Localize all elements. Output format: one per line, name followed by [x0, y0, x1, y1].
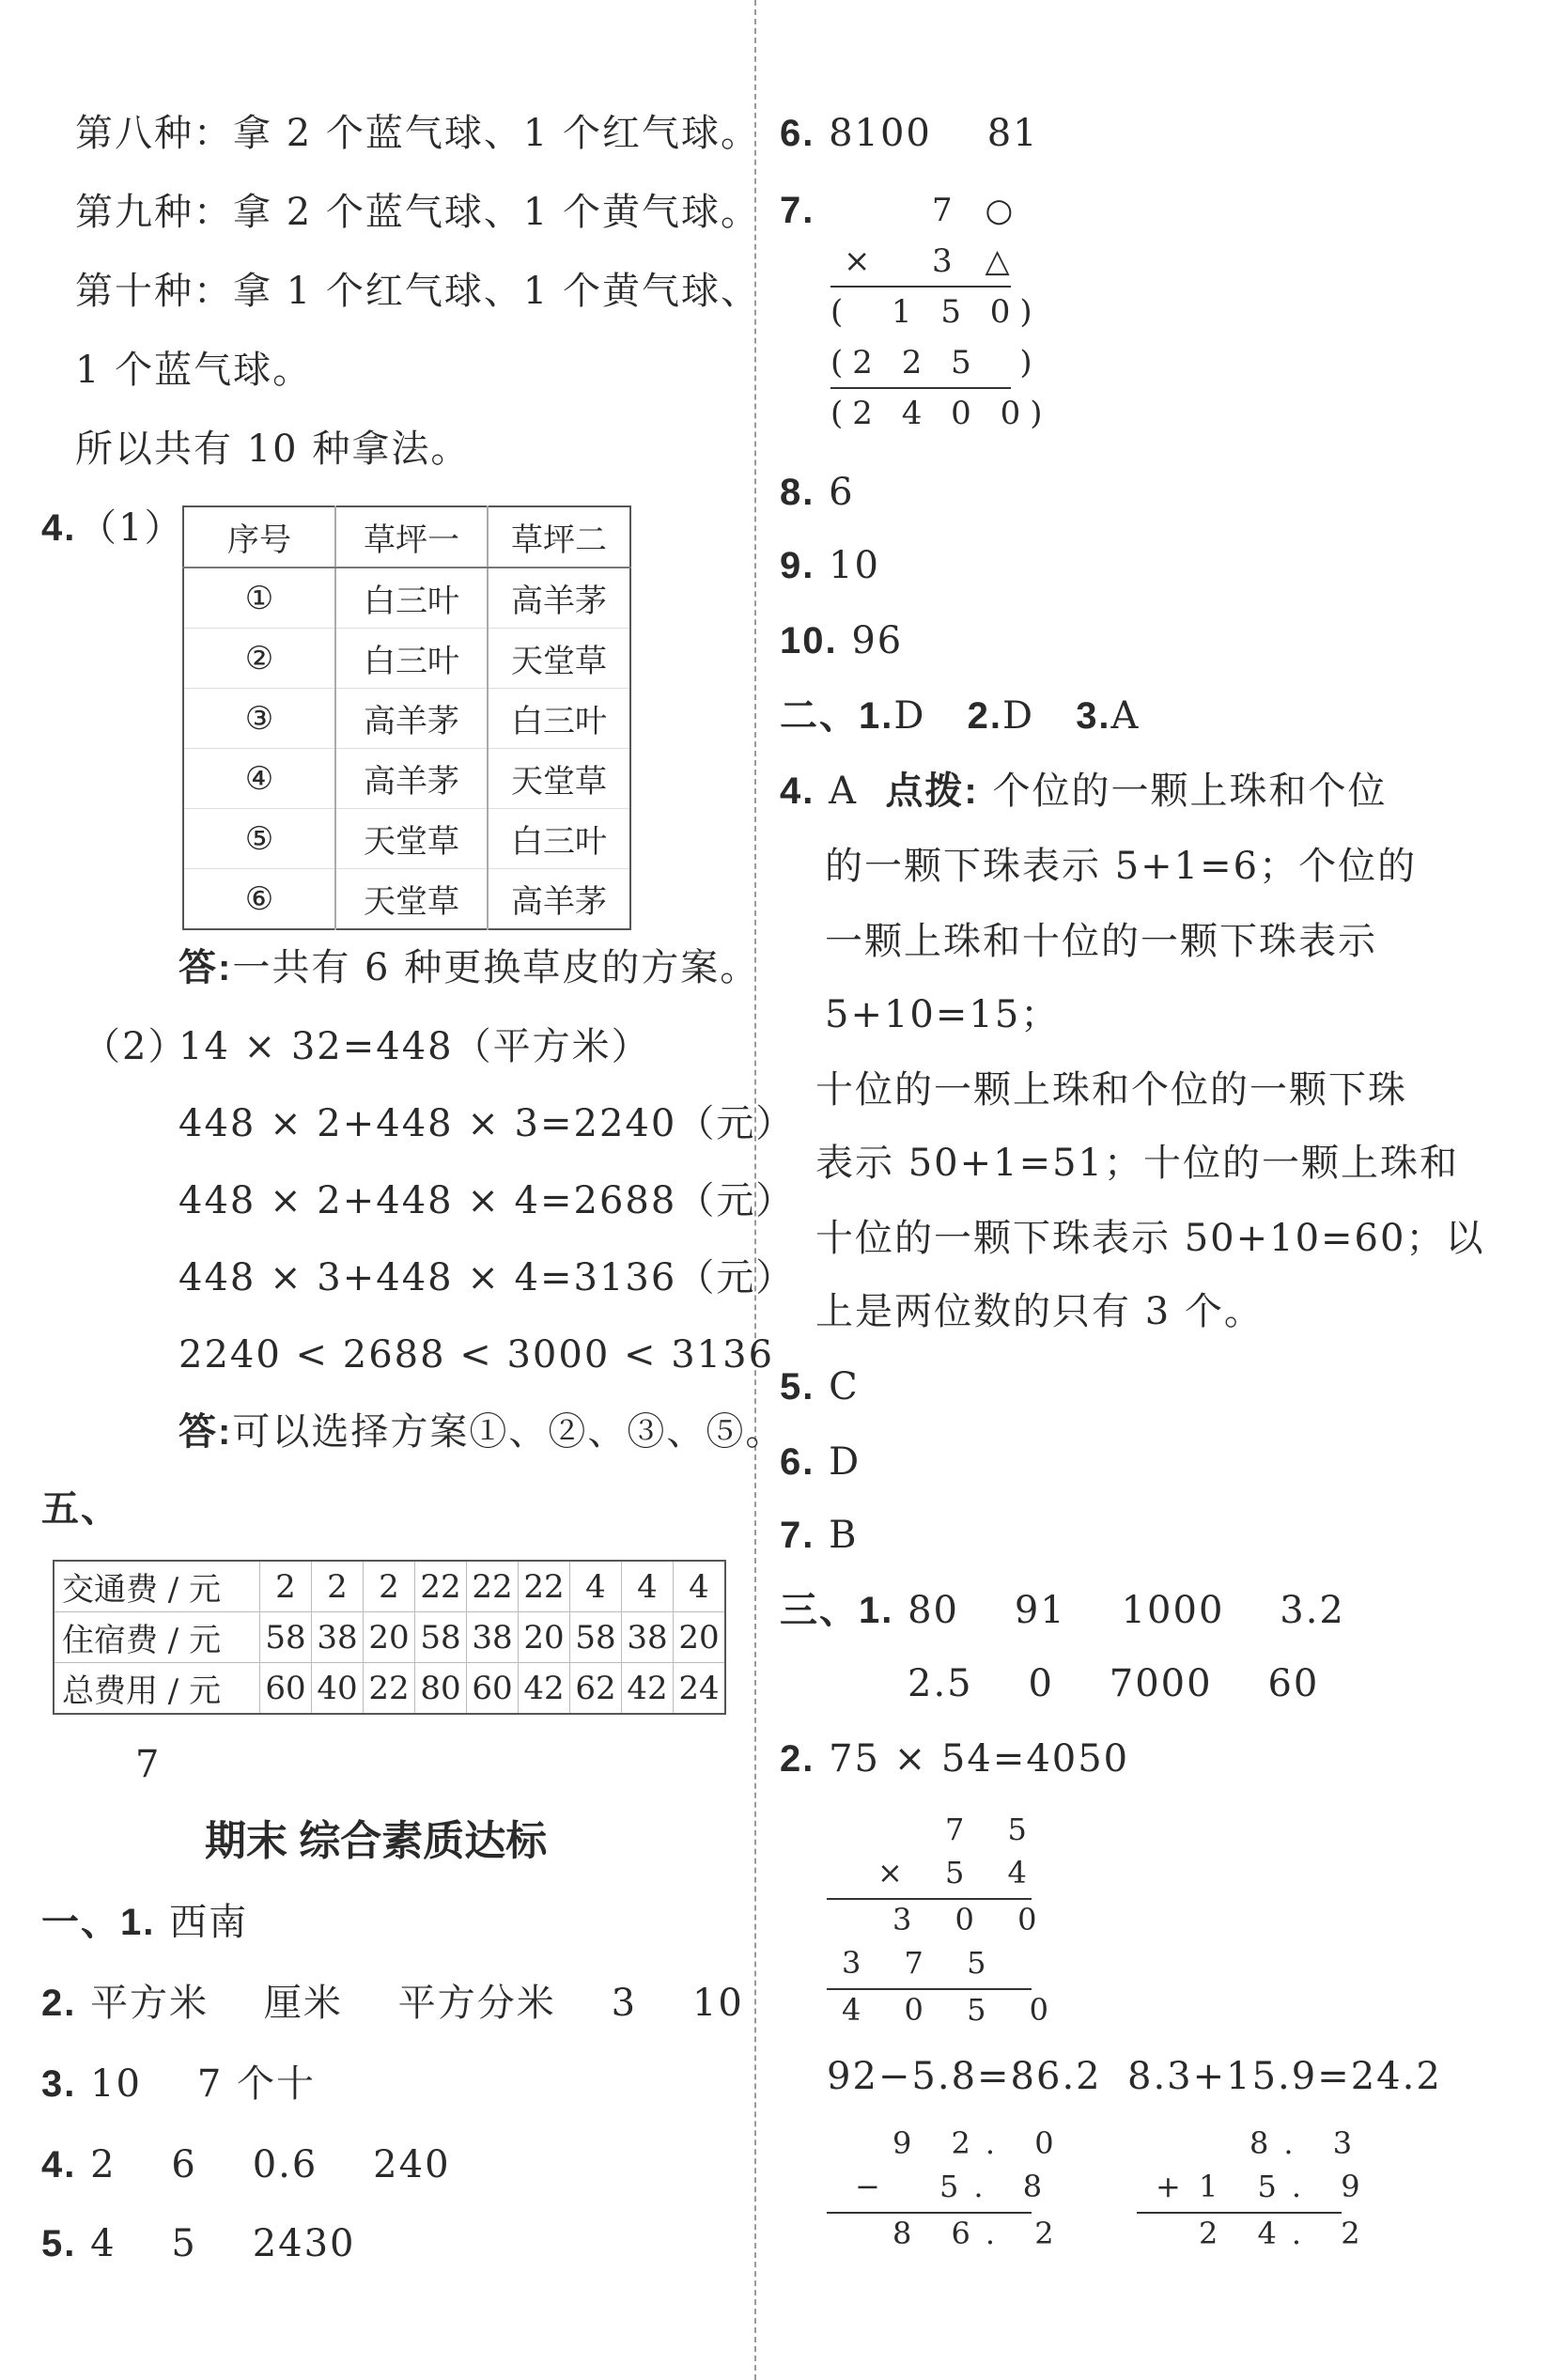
- plus-operator: +: [1156, 2169, 1181, 2204]
- table-row: [54, 1663, 725, 1715]
- table-cell: 20: [364, 1612, 415, 1663]
- tip-line: 5+10=15；: [825, 993, 1061, 1036]
- answer-q4-head: [780, 769, 1387, 814]
- tip-label: 点拨:: [885, 770, 979, 812]
- item-number: 2.: [967, 695, 1002, 737]
- item-text: 2 6 0.6 240: [90, 2143, 451, 2186]
- difference-row: 8 6. 2: [892, 2216, 1069, 2251]
- table-cell: ⑥: [183, 869, 335, 930]
- table-cell: 白三叶: [335, 568, 488, 629]
- item-text: C: [829, 1365, 860, 1408]
- item-text: 西南: [169, 1901, 249, 1944]
- table-cell: 22: [364, 1663, 415, 1715]
- calc-line: 448 × 3+448 × 4=3136（元）: [178, 1256, 796, 1299]
- minus-operator: −: [855, 2169, 880, 2204]
- table-cell: 天堂草: [488, 749, 630, 809]
- item-text: 8100 81: [829, 112, 1039, 155]
- line-option-9: 第九种：拿 2 个蓝气球、1 个黄气球。: [75, 191, 761, 234]
- item-number: 7.: [780, 1515, 815, 1556]
- table-header: 草坪二: [488, 506, 630, 568]
- item-text: D: [829, 1440, 861, 1484]
- table-cell: 4: [674, 1561, 726, 1612]
- row-label: 住宿费 / 元: [54, 1612, 260, 1663]
- table-row: [183, 629, 630, 689]
- table-cell: 60: [260, 1663, 312, 1715]
- calc-line: 448 × 2+448 × 4=2688（元）: [178, 1179, 796, 1222]
- table-row: [183, 689, 630, 749]
- question-4-number: 4.: [41, 507, 77, 549]
- row-label: 总费用 / 元: [54, 1663, 260, 1715]
- table-cell: 20: [674, 1612, 726, 1663]
- item-number: 5.: [780, 1366, 815, 1408]
- table-cell: 2: [312, 1561, 364, 1612]
- addend-row: 1 5. 9: [1199, 2169, 1375, 2204]
- partial-row: 3 0 0: [892, 1902, 1054, 1937]
- partial-row: (2 2 5 ): [830, 344, 1042, 381]
- section-3-line-1: [780, 1588, 1345, 1633]
- equation-subtraction: 92−5.8=86.2: [827, 2055, 1102, 2098]
- table-row: [54, 1612, 725, 1663]
- table-cell: 42: [622, 1663, 674, 1715]
- item-text: 10 7 个十: [90, 2062, 316, 2106]
- answer-q9: [780, 543, 880, 588]
- tip-line: 的一颗下珠表示 5+1=6；个位的: [825, 845, 1418, 888]
- final-item-1: [41, 1900, 248, 1945]
- item-number: 5.: [41, 2223, 77, 2264]
- tip-line: 十位的一颗上珠和个位的一颗下珠: [815, 1068, 1407, 1112]
- multiply-operator: ×: [844, 242, 871, 280]
- item-number: 10.: [780, 620, 838, 661]
- tip-line: 表示 50+1=51；十位的一颗上珠和: [815, 1142, 1459, 1185]
- addend-row: 8. 3: [1249, 2125, 1368, 2161]
- row-label: 交通费 / 元: [54, 1561, 260, 1612]
- part-2-label: （2）: [83, 1025, 188, 1068]
- answer-q7b: [780, 1513, 858, 1558]
- table-cell: 高羊茅: [335, 749, 488, 809]
- answer-q2: [780, 1736, 1129, 1781]
- table-cell: 40: [312, 1663, 364, 1715]
- line-total: 所以共有 10 种拿法。: [75, 428, 471, 471]
- line-option-10: 第十种：拿 1 个红气球、1 个黄气球、: [75, 270, 761, 313]
- cost-table: [53, 1560, 726, 1715]
- answer-q8: [780, 470, 855, 515]
- table-cell: 天堂草: [335, 869, 488, 930]
- table-cell: 38: [622, 1612, 674, 1663]
- table-row: [183, 869, 630, 930]
- tip-line: 十位的一颗下珠表示 50+10=60；以: [815, 1217, 1485, 1260]
- item-number: 9.: [780, 545, 815, 586]
- table-cell: 天堂草: [335, 809, 488, 869]
- table-cell: 22: [415, 1561, 467, 1612]
- table-cell: 4: [570, 1561, 622, 1612]
- table-answer: 7: [135, 1743, 162, 1786]
- item-text: D: [893, 694, 926, 738]
- table-cell: 白三叶: [488, 689, 630, 749]
- table-cell: ②: [183, 629, 335, 689]
- calc-rule: [827, 2212, 1032, 2214]
- vertical-addition: [1137, 2125, 1375, 2266]
- item-text: 4 5 2430: [90, 2222, 356, 2265]
- product-row: (2 4 0 0): [830, 395, 1052, 432]
- minuend-row: 9 2. 0: [892, 2125, 1069, 2161]
- vertical-multiplication-q2: [827, 1812, 1065, 2037]
- table-cell: ④: [183, 749, 335, 809]
- table-row: [183, 809, 630, 869]
- table-cell: 高羊茅: [488, 568, 630, 629]
- table-row: [183, 749, 630, 809]
- item-number: 6.: [780, 1441, 815, 1483]
- item-number: 2.: [780, 1738, 815, 1780]
- tip-line: 上是两位数的只有 3 个。: [815, 1290, 1264, 1333]
- table-cell: 白三叶: [488, 809, 630, 869]
- table-cell: 4: [622, 1561, 674, 1612]
- final-item-3: [41, 2061, 316, 2107]
- answer-q6: [780, 111, 1039, 156]
- answer-q6b: [780, 1439, 861, 1485]
- final-item-2: [41, 1981, 744, 2026]
- final-item-5: [41, 2221, 356, 2266]
- item-text: A: [829, 770, 858, 813]
- section-3-line-2: 2.5 0 7000 60: [908, 1662, 1320, 1705]
- item-number: 3.: [1076, 695, 1111, 737]
- calc-rule: [830, 286, 1011, 288]
- answer-2: [178, 1409, 784, 1454]
- section-2-line: [780, 693, 1140, 739]
- line-option-10-cont: 1 个蓝气球。: [75, 349, 313, 392]
- equation-addition: 8.3+15.9=24.2: [1127, 2055, 1442, 2098]
- question-4-part1-label: （1）: [79, 506, 184, 550]
- item-text: 平方米 厘米 平方分米 3 10: [90, 1982, 744, 2025]
- table-cell: 22: [467, 1561, 519, 1612]
- item-number: 4.: [41, 2144, 77, 2186]
- item-number: 6.: [780, 113, 815, 154]
- table-cell: 高羊茅: [511, 883, 607, 921]
- table-cell: 42: [519, 1663, 570, 1715]
- tip-line: 一颗上珠和十位的一颗下珠表示: [825, 920, 1377, 963]
- table-row: [54, 1561, 725, 1612]
- table-cell: 天堂草: [488, 629, 630, 689]
- calc-line: 448 × 2+448 × 3=2240（元）: [178, 1102, 796, 1145]
- multiplicand-row: 7 5: [945, 1812, 1044, 1847]
- item-number: 三、1.: [780, 1590, 894, 1631]
- table-cell: 2: [260, 1561, 312, 1612]
- vertical-subtraction: [827, 2125, 1069, 2266]
- table-row: [183, 568, 630, 629]
- final-exam-title: 期末 综合素质达标: [205, 1818, 548, 1864]
- table-cell: ⑤: [183, 809, 335, 869]
- answer-q5: [780, 1364, 860, 1409]
- multiplicand-row: 7 ○: [932, 192, 1025, 229]
- subtrahend-row: 5. 8: [939, 2169, 1058, 2204]
- item-number: 2.: [41, 1983, 77, 2024]
- table-cell: 白三叶: [335, 629, 488, 689]
- table-cell: 62: [570, 1663, 622, 1715]
- item-text: 75 × 54=4050: [829, 1737, 1130, 1781]
- multiplier-row: 5 4: [945, 1855, 1044, 1890]
- calc-rule: [830, 387, 1011, 389]
- answer-prefix: 答:: [178, 1411, 233, 1453]
- item-text: B: [829, 1514, 859, 1557]
- table-cell: ③: [183, 689, 335, 749]
- sum-row: 2 4. 2: [1199, 2216, 1375, 2251]
- partial-row: ( 1 5 0): [830, 293, 1042, 331]
- scheme-table: [182, 506, 631, 930]
- item-number: 一、1.: [41, 1902, 156, 1943]
- table-cell: 58: [570, 1612, 622, 1663]
- answer-q10: [780, 618, 903, 663]
- table-cell: 24: [674, 1663, 726, 1715]
- item-number: 二、1.: [780, 695, 894, 737]
- calc-rule: [827, 1898, 1032, 1900]
- calc-line: 14 × 32=448（平方米）: [178, 1025, 651, 1068]
- tip-text: 个位的一颗上珠和个位: [992, 770, 1388, 813]
- line-option-8: 第八种：拿 2 个蓝气球、1 个红气球。: [75, 112, 761, 155]
- table-cell: ①: [183, 568, 335, 629]
- table-header: 序号: [183, 506, 335, 568]
- item-number: 8.: [780, 472, 815, 513]
- table-cell: 60: [467, 1663, 519, 1715]
- item-text: 96: [851, 619, 904, 662]
- table-cell: 58: [260, 1612, 312, 1663]
- partial-row: 3 7 5: [842, 1945, 1003, 1981]
- final-item-4: [41, 2142, 451, 2187]
- table-cell: 58: [415, 1612, 467, 1663]
- product-row: 4 0 5 0: [842, 1992, 1065, 2028]
- table-cell: 38: [467, 1612, 519, 1663]
- multiply-operator: ×: [877, 1855, 903, 1890]
- item-text: A: [1110, 694, 1141, 738]
- section-5-heading: 五、: [41, 1488, 120, 1530]
- table-cell: 38: [312, 1612, 364, 1663]
- answer-prefix: 答:: [178, 947, 233, 988]
- answer-text: 可以选择方案①、②、③、⑤。: [232, 1410, 785, 1454]
- table-cell: 22: [519, 1561, 570, 1612]
- answer-1: [178, 945, 759, 990]
- table-cell: 20: [519, 1612, 570, 1663]
- calc-line: 2240 < 2688 < 3000 < 3136: [178, 1333, 775, 1377]
- table-cell: 2: [364, 1561, 415, 1612]
- table-header: 草坪一: [335, 506, 488, 568]
- item-number: 3.: [41, 2063, 77, 2105]
- answer-text: 一共有 6 种更换草皮的方案。: [232, 946, 760, 989]
- table-cell: 80: [415, 1663, 467, 1715]
- multiplier-row: 3 △: [932, 242, 1021, 280]
- item-number: 4.: [780, 770, 815, 812]
- table-cell: 高羊茅: [335, 689, 488, 749]
- calc-rule: [827, 1988, 1032, 1990]
- item-text: 6: [829, 471, 855, 514]
- item-text: 80 91 1000 3.2: [908, 1589, 1345, 1632]
- item-text: 10: [829, 544, 880, 587]
- question-7-number: 7.: [780, 190, 815, 231]
- calc-rule: [1137, 2212, 1342, 2214]
- item-text: D: [1001, 694, 1035, 738]
